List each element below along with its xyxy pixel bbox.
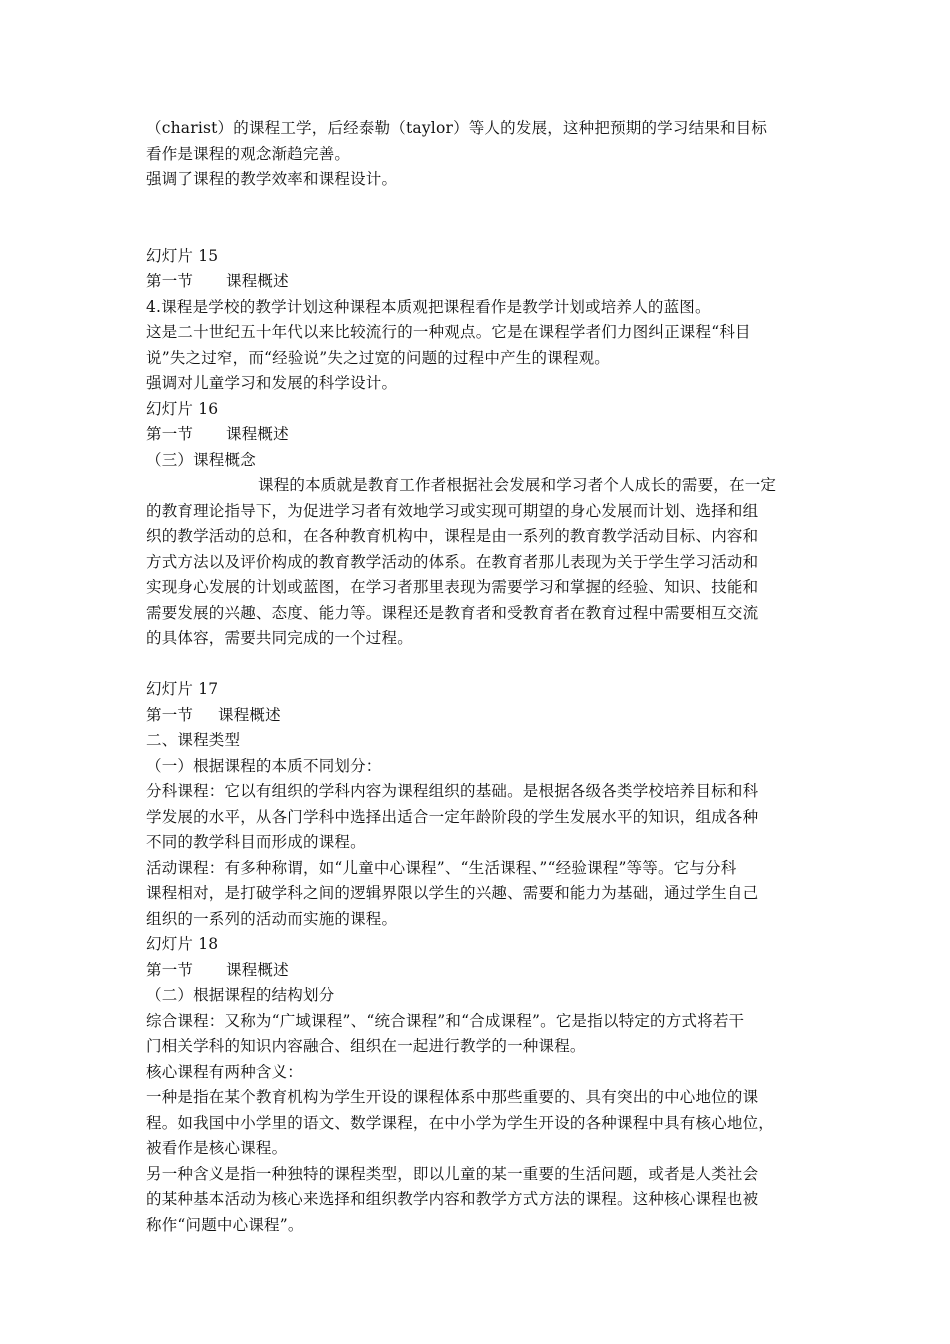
text-line: （charist）的课程工学，后经泰勒（taylor）等人的发展，这种把预期的学习结果和目标 — [146, 119, 768, 137]
slide-title: 幻灯片 15 — [146, 246, 219, 265]
section-title: 课程概述 — [218, 705, 281, 724]
text-line: 活动课程：有多种称谓，如“儿童中心课程”、“生活课程、”“经验课程”等等。它与分科 — [146, 858, 737, 877]
section-heading — [146, 269, 812, 295]
slide-15-block — [146, 244, 812, 397]
text-line: 看作是课程的观念渐趋完善。 — [146, 144, 351, 163]
text-line: （一）根据课程的本质不同划分： — [146, 756, 382, 775]
text-line: 二、课程类型 — [146, 731, 241, 749]
text-line: 被看作是核心课程。 — [146, 1139, 288, 1157]
section-number: 第一节 — [146, 425, 194, 443]
slide-17-block — [146, 677, 812, 932]
text-line: 不同的教学科目而形成的课程。 — [146, 833, 366, 851]
text-line: 组织的一系列的活动而实施的课程。 — [146, 909, 398, 928]
text-line: 织的教学活动的总和，在各种教育机构中，课程是由一系列的教育教学活动目标、内容和 — [146, 527, 759, 545]
text-line: 课程相对，是打破学科之间的逻辑界限以学生的兴趣、需要和能力为基础，通过学生自己 — [146, 884, 759, 902]
text-line: 4.课程是学校的教学计划这种课程本质观把课程看作是教学计划或培养人的蓝图。 — [146, 297, 711, 316]
section-number: 第一节 — [146, 705, 194, 724]
slide-title: 幻灯片 17 — [146, 680, 219, 698]
slide-title: 幻灯片 18 — [146, 935, 219, 953]
document-page — [146, 116, 812, 1238]
spacer — [146, 193, 812, 244]
text-line: 分科课程：它以有组织的学科内容为课程组织的基础。是根据各级各类学校培养目标和科 — [146, 782, 759, 800]
section-heading — [146, 422, 812, 448]
section-number: 第一节 — [146, 960, 194, 979]
text-line: 称作“问题中心课程”。 — [146, 1215, 304, 1234]
text-line: 门相关学科的知识内容融合、组织在一起进行教学的一种课程。 — [146, 1037, 586, 1055]
text-line: 的具体容，需要共同完成的一个过程。 — [146, 629, 413, 647]
text-line: 另一种含义是指一种独特的课程类型，即以儿童的某一重要的生活问题，或者是人类社会 — [146, 1164, 759, 1183]
paragraph-first-line: 课程的本质就是教育工作者根据社会发展和学习者个人成长的需要，在一定 — [258, 476, 777, 494]
text-line: 的某种基本活动为核心来选择和组织教学内容和教学方式方法的课程。这种核心课程也被 — [146, 1190, 759, 1208]
section-title: 课程概述 — [226, 960, 289, 979]
text-line: 需要发展的兴趣、态度、能力等。课程还是教育者和受教育者在教育过程中需要相互交流 — [146, 603, 759, 622]
text-line: 强调了课程的教学效率和课程设计。 — [146, 170, 398, 188]
slide-18-block — [146, 932, 812, 1238]
text-line: 程。如我国中小学里的语文、数学课程，在中小学为学生开设的各种课程中具有核心地位， — [146, 1113, 775, 1132]
slide-16-block — [146, 397, 812, 652]
text-line: 核心课程有两种含义： — [146, 1062, 304, 1081]
text-line: 学发展的水平，从各门学科中选择出适合一定年龄阶段的学生发展水平的知识，组成各种 — [146, 807, 759, 826]
text-line: 一种是指在某个教育机构为学生开设的课程体系中那些重要的、具有突出的中心地位的课 — [146, 1088, 759, 1106]
section-heading — [146, 958, 812, 984]
intro-block — [146, 116, 812, 193]
spacer — [146, 652, 812, 678]
text-line: 的教育理论指导下，为促进学习者有效地学习或实现可期望的身心发展而计划、选择和组 — [146, 501, 759, 520]
section-number: 第一节 — [146, 272, 194, 290]
slide-title: 幻灯片 16 — [146, 399, 219, 418]
text-line: 方式方法以及评价构成的教育教学活动的体系。在教育者那儿表现为关于学生学习活动和 — [146, 552, 759, 571]
section-title: 课程概述 — [226, 425, 289, 443]
section-title: 课程概述 — [226, 272, 289, 290]
text-line: 实现身心发展的计划或蓝图，在学习者那里表现为需要学习和掌握的经验、知识、技能和 — [146, 578, 759, 596]
text-line: （二）根据课程的结构划分 — [146, 986, 335, 1004]
section-heading — [146, 703, 812, 729]
text-line: 强调对儿童学习和发展的科学设计。 — [146, 374, 398, 392]
text-line: 这是二十世纪五十年代以来比较流行的一种观点。它是在课程学者们力图纠正课程“科目 — [146, 323, 751, 341]
subheading: （三）课程概念 — [146, 450, 256, 469]
text-line: 说”失之过窄，而“经验说”失之过宽的问题的过程中产生的课程观。 — [146, 348, 610, 367]
text-line: 综合课程：又称为“广域课程”、“统合课程”和“合成课程”。它是指以特定的方式将若干 — [146, 1011, 745, 1030]
